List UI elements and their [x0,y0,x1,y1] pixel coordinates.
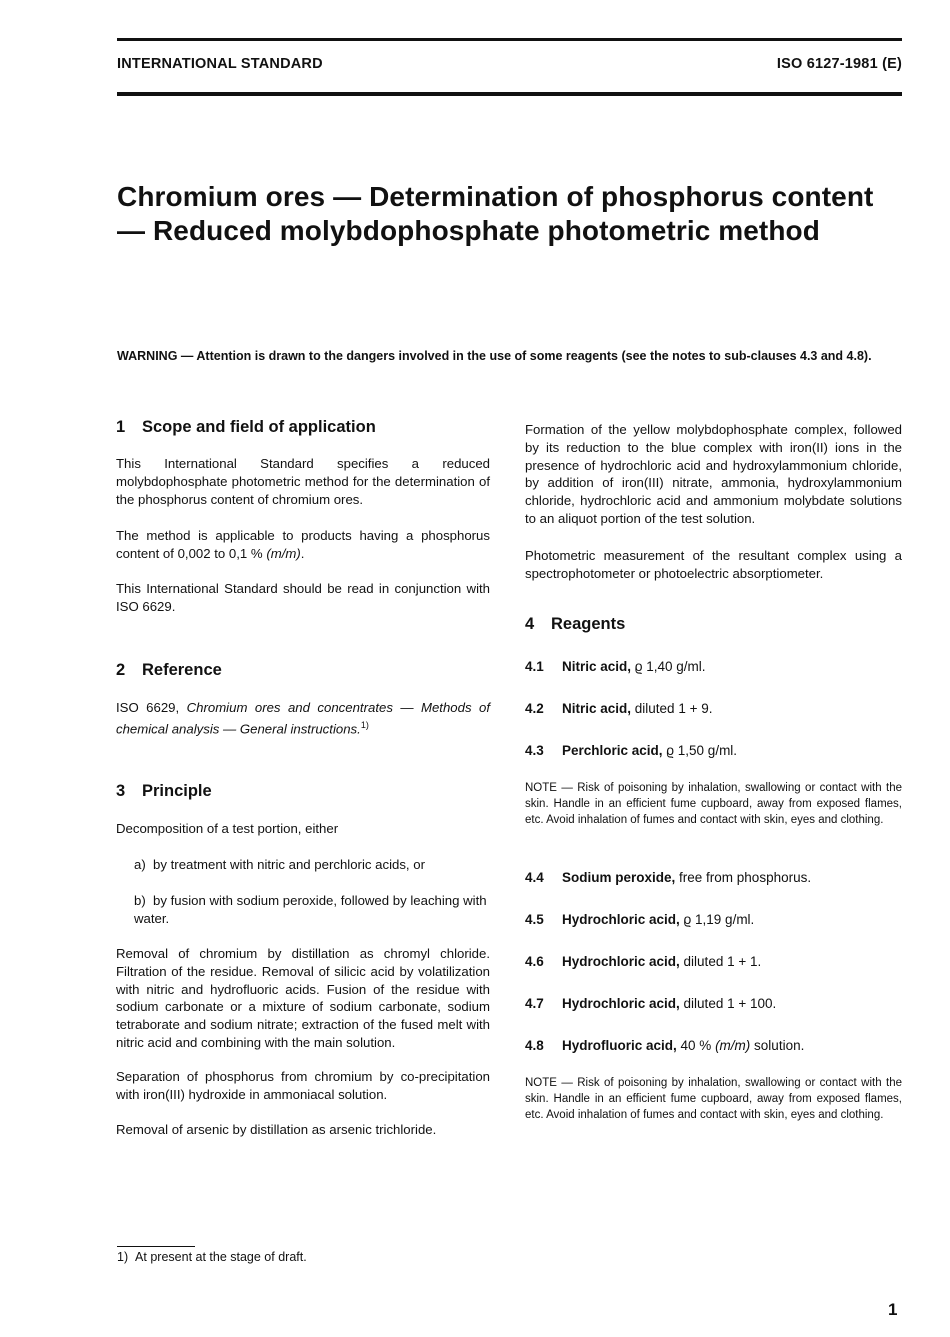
section-1-para-1: This International Standard specifies a reduced molybdophosphate photometric method for the determination of the phosphorus content of chromium ores. [116,456,490,507]
section-2-number: 2 [116,661,126,679]
section-3-formation-para: Formation of the yellow molybdophosphate complex, followed by its reduction to the blue complex with iron(II) ions in the presence of hydrochloric acid and hydroxylammonium chloride, by addition of iron(III) nitrate, ammonia, hydroxylammonium chloride, hydrochloric acid and ammonium molybdate solutions to an aliquot portion of the test solution. [525,422,902,526]
header-bottom-rule [117,92,902,96]
section-3-item-b: b) by fusion with sodium peroxide, followed by leaching with water. [134,893,487,926]
reagent-number: 4.7 [525,996,544,1011]
reference-code: ISO 6629, [116,700,187,715]
reagent-name: Hydrofluoric acid, [562,1038,677,1053]
reagent-desc: ϱ 1,50 g/ml. [662,743,738,758]
reagent-number: 4.5 [525,912,544,927]
section-3-title: Principle [142,782,212,800]
section-2-reference [116,699,490,738]
section-2-title: Reference [142,661,222,679]
reagent-unit: (m/m) [715,1038,751,1053]
section-1-para-2-text: The method is applicable to products having a phosphorus content of 0,002 to 0,1 % [116,528,490,561]
reference-title: Chromium ores and concentrates — Methods of chemical analysis — General instructions. [116,700,491,737]
reagent-desc: diluted 1 + 100. [679,996,777,1011]
section-1-number: 1 [116,418,126,436]
section-1-para-2 [116,527,490,563]
reagent-desc: 40 % [676,1038,716,1053]
section-4-heading [525,615,625,634]
section-3-separation-para: Separation of phosphorus from chromium by co-precipitation with iron(III) hydroxide in ammoniacal solution. [116,1069,490,1102]
reagent-number: 4.1 [525,659,544,674]
reagent-number: 4.6 [525,954,544,969]
reagent-4-5 [525,912,754,927]
reagent-4-4 [525,870,811,885]
section-3-photometric-para: Photometric measurement of the resultant complex using a spectrophotometer or photoelectric absorptiometer. [525,548,902,581]
reagent-desc: diluted 1 + 1. [679,954,762,969]
reagent-4-1 [525,659,706,674]
reagent-name: Nitric acid, [562,659,632,674]
section-1-para-2-unit: (m/m) [266,545,301,561]
section-2-heading [116,661,222,680]
reagent-number: 4.2 [525,701,544,716]
reagent-number: 4.4 [525,870,544,885]
reagent-4-2 [525,701,712,716]
header-right: ISO 6127-1981 (E) [776,56,902,72]
section-3-number: 3 [116,782,126,800]
section-1-para-3: This International Standard should be read in conjunction with ISO 6629. [116,581,490,614]
reagent-4-7 [525,996,776,1011]
reagent-name: Nitric acid, [562,701,632,716]
section-3-item-a: a) by treatment with nitric and perchloric acids, or [134,857,425,872]
section-3-arsenic-para: Removal of arsenic by distillation as arsenic trichloride. [116,1122,437,1137]
section-1-para-2-end: . [300,545,305,561]
reference-footnote-mark: 1) [360,719,369,730]
reagent-number: 4.8 [525,1038,544,1053]
reagent-name: Hydrochloric acid, [562,996,680,1011]
reagent-4-8-note: NOTE — Risk of poisoning by inhalation, swallowing or contact with the skin. Handle in an efficient fume cupboard, away from exposed flames, etc. Avoid inhalation of fumes and contact with skin, eyes and clothing. [525,1077,902,1121]
reagent-desc: ϱ 1,19 g/ml. [679,912,755,927]
warning-label: WARNING [117,349,178,363]
reagent-desc: free from phosphorus. [675,870,812,885]
reagent-desc: diluted 1 + 9. [631,701,713,716]
reagent-desc: ϱ 1,40 g/ml. [631,659,706,674]
reagent-name: Hydrochloric acid, [562,912,680,927]
reagent-4-3-note: NOTE — Risk of poisoning by inhalation, swallowing or contact with the skin. Handle in an efficient fume cupboard, away from exposed flames, etc. Avoid inhalation of fumes and contact with skin, eyes and clothing. [525,782,902,826]
reagent-number: 4.3 [525,743,544,758]
section-3-removal-para: Removal of chromium by distillation as chromyl chloride. Filtration of the residue. Removal of silicic acid by volatilization with nitric and hydrofluoric acids. Fusion of the residue with sodium carbonate or a mixture of sodium carbonate, sodium tetraborate and sodium nitrate; extraction of the fused melt with nitric acid and combining with the main solution. [116,946,490,1050]
section-4-number: 4 [525,615,535,633]
reagent-4-8 [525,1038,804,1053]
footnote: 1) At present at the stage of draft. [117,1250,307,1264]
footnote-rule [117,1246,195,1247]
reagent-desc-end: solution. [750,1038,805,1053]
reagent-name: Perchloric acid, [562,743,663,758]
reagent-4-6 [525,954,761,969]
section-1-title: Scope and field of application [142,418,376,436]
section-3-heading [116,782,212,801]
section-3-intro: Decomposition of a test portion, either [116,821,339,836]
document-title: Chromium ores — Determination of phosphorus content — Reduced molybdophosphate photometric method [117,181,874,246]
reagent-4-3 [525,743,737,758]
header-top-rule [117,38,902,41]
warning-text: — Attention is drawn to the dangers involved in the use of some reagents (see the notes to sub-clauses 4.3 and 4.8). [177,349,872,363]
section-1-heading [116,418,376,437]
header-left: INTERNATIONAL STANDARD [117,56,323,72]
warning-notice [117,347,907,365]
section-4-title: Reagents [551,615,626,633]
reagent-name: Hydrochloric acid, [562,954,680,969]
reagent-name: Sodium peroxide, [562,870,676,885]
page-number: 1 [888,1300,898,1319]
